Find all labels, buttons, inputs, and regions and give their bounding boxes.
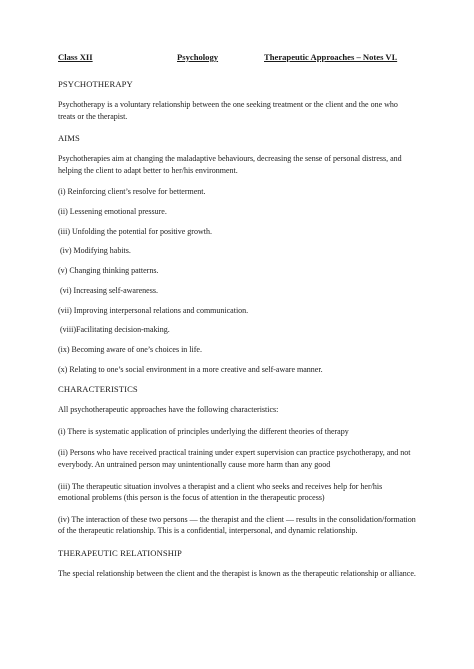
heading-psychotherapy: PSYCHOTHERAPY <box>58 79 133 89</box>
characteristics-point: (i) There is systematic application of principles underlying the different theories of therapy <box>58 426 349 436</box>
aims-list-item: (vii) Improving interpersonal relations and communication. <box>58 305 249 315</box>
heading-therapeutic-relationship: THERAPEUTIC RELATIONSHIP <box>58 548 182 558</box>
characteristics-point: (iii) The therapeutic situation involves a therapist and a client who seeks and receives help for her/his emotional problems (this person is the focus of attention in the therapeutic process) <box>58 481 383 503</box>
aims-list-item: (viii)Facilitating decision-making. <box>60 325 170 335</box>
aims-list-item: (vi) Increasing self-awareness. <box>60 285 158 295</box>
header-title: Therapeutic Approaches – Notes VI. <box>264 52 398 62</box>
aims-list <box>58 186 416 374</box>
aims-list-item: (ii) Lessening emotional pressure. <box>58 207 167 217</box>
aims-list-item: (iii) Unfolding the potential for positive growth. <box>58 226 212 236</box>
aims-description: Psychotherapies aim at changing the maladaptive behaviours, decreasing the sense of personal distress, and helping the client to adapt better to her/his environment. <box>58 154 402 175</box>
aims-list-item: (x) Relating to one’s social environment in a more creative and self-aware manner. <box>58 364 323 374</box>
aims-list-item: (iv) Modifying habits. <box>60 246 131 256</box>
psychotherapy-definition: Psychotherapy is a voluntary relationship between the one seeking treatment or the client and the one who treats or the therapist. <box>58 100 398 121</box>
aims-list-item: (ix) Becoming aware of one’s choices in life. <box>58 344 202 354</box>
header-class: Class XII <box>58 52 93 62</box>
page-header <box>58 52 416 66</box>
relationship-definition: The special relationship between the client and the therapist is known as the therapeutic relationship or alliance. <box>58 569 416 578</box>
characteristics-point: (iv) The interaction of these two persons — the therapist and the client — results in the consolidation/formation of the therapeutic relationship. This is a confidential, interpersonal, and dynamic relationship. <box>58 514 416 536</box>
aims-list-item: (v) Changing thinking patterns. <box>58 266 159 276</box>
header-subject: Psychology <box>177 52 219 62</box>
heading-characteristics: CHARACTERISTICS <box>58 384 138 395</box>
characteristics-intro: All psychotherapeutic approaches have the following characteristics: <box>58 405 279 415</box>
aims-list-item: (i) Reinforcing client’s resolve for betterment. <box>58 187 206 197</box>
heading-aims: AIMS <box>58 133 80 144</box>
characteristics-point: (ii) Persons who have received practical training under expert supervision can practice psychotherapy, and not everybody. An untrained person may unintentionally cause more harm than any good <box>58 448 411 470</box>
